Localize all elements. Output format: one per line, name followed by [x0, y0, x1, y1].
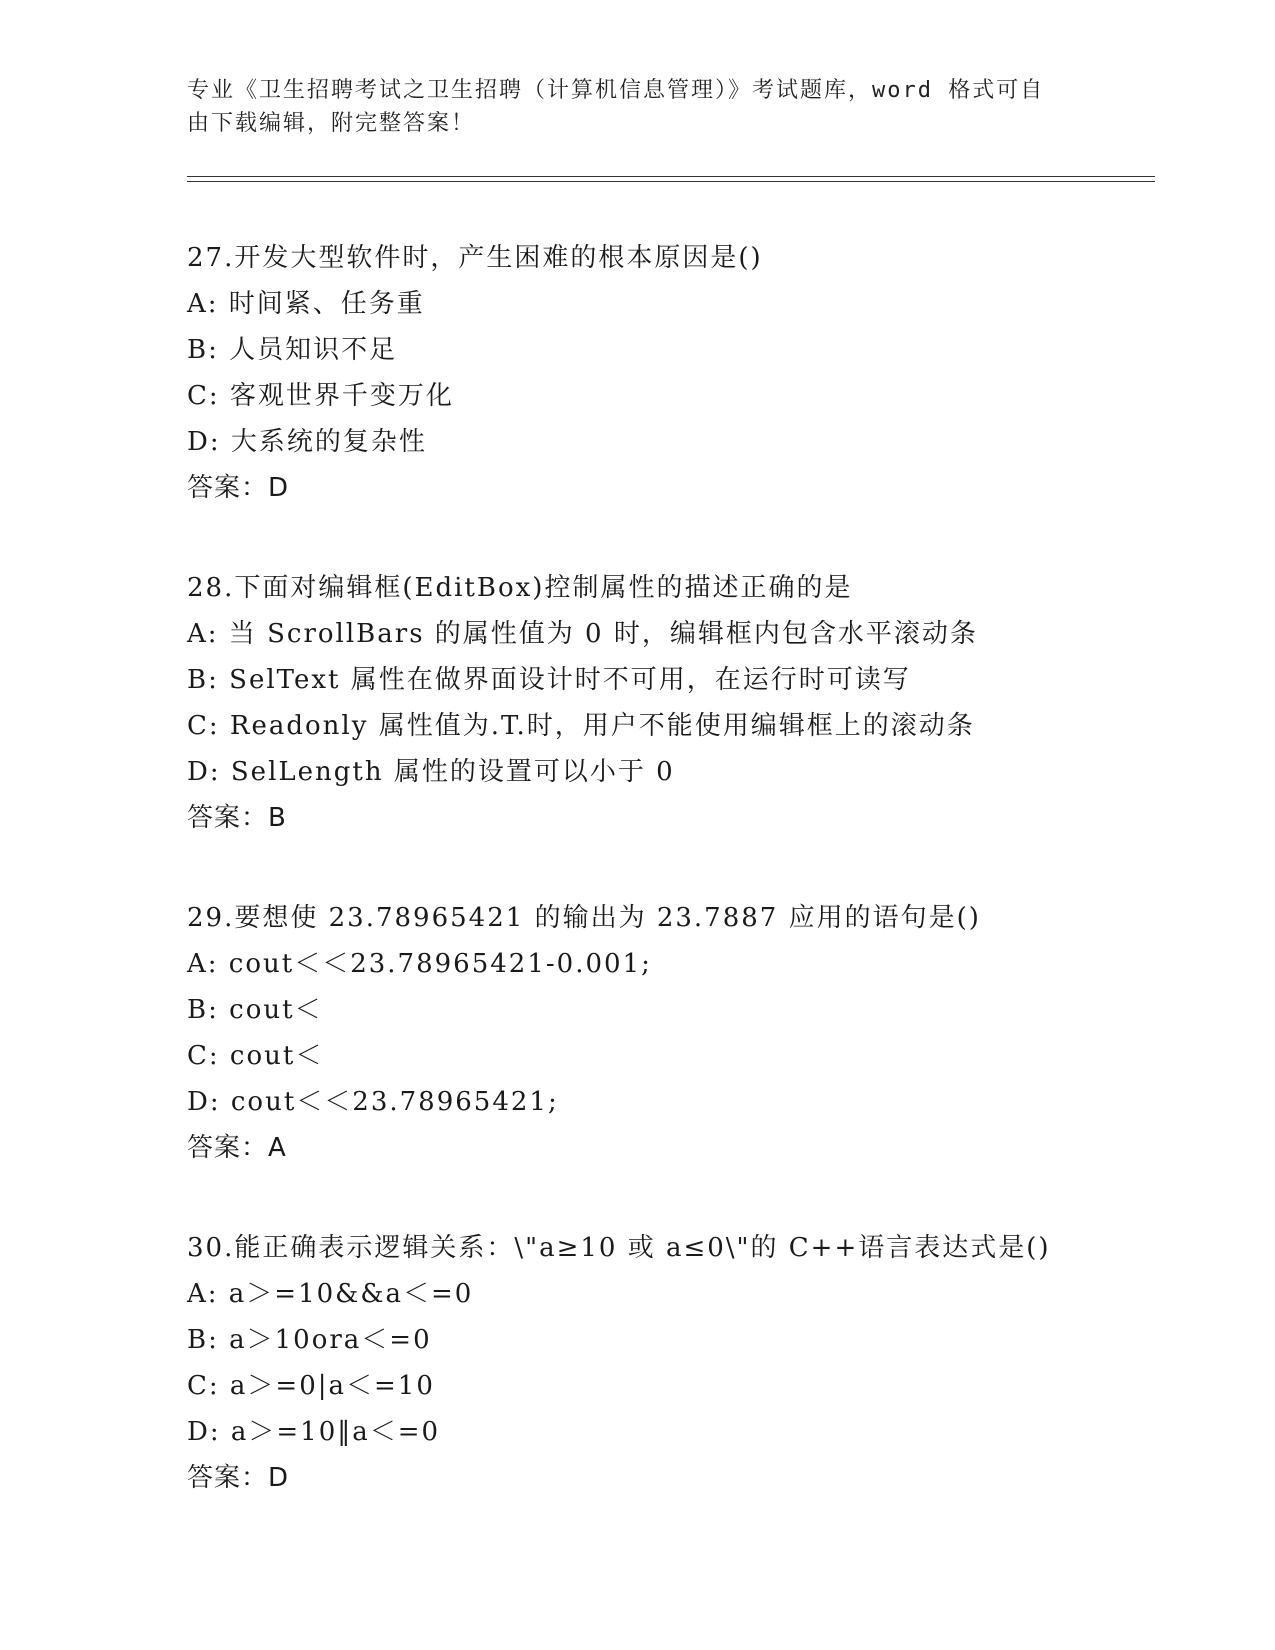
- question-stem: 28.下面对编辑框(EditBox)控制属性的描述正确的是: [187, 573, 853, 603]
- question-stem: 29.要想使 23.78965421 的输出为 23.7887 应用的语句是(): [187, 903, 981, 933]
- question-list: [187, 235, 1147, 1555]
- option-c: C: a＞=0|a＜=10: [187, 1371, 435, 1401]
- answer: 答案：D: [187, 1463, 290, 1493]
- option-c: C: cout＜: [187, 1041, 324, 1071]
- option-b: B: 人员知识不足: [187, 335, 398, 365]
- option-a: A: 时间紧、任务重: [187, 289, 425, 319]
- header-line-2: 由下载编辑，附完整答案！: [187, 111, 476, 136]
- option-c: C: Readonly 属性值为.T.时，用户不能使用编辑框上的滚动条: [187, 711, 975, 741]
- answer: 答案：A: [187, 1133, 287, 1163]
- option-a: A: cout＜＜23.78965421-0.001;: [187, 949, 652, 979]
- option-c: C: 客观世界千变万化: [187, 381, 454, 411]
- option-b: B: a＞10ora＜=0: [187, 1325, 432, 1355]
- option-b: B: cout＜: [187, 995, 323, 1025]
- option-d: D: SelLength 属性的设置可以小于 0: [187, 757, 675, 787]
- question-29: [187, 895, 1147, 1171]
- header-divider-bottom: [187, 181, 1155, 182]
- question-30: [187, 1225, 1147, 1501]
- answer: 答案：D: [187, 473, 290, 503]
- question-28: [187, 565, 1147, 841]
- header-divider-top: [187, 176, 1155, 177]
- question-stem: 30.能正确表示逻辑关系：\"a≥10 或 a≤0\"的 C++语言表达式是(): [187, 1233, 1051, 1263]
- option-a: A: a＞=10&&a＜=0: [187, 1279, 474, 1309]
- header-line-1: 专业《卫生招聘考试之卫生招聘（计算机信息管理）》考试题库，word 格式可自: [187, 78, 1045, 103]
- answer: 答案：B: [187, 803, 287, 833]
- option-d: D: cout＜＜23.78965421;: [187, 1087, 559, 1117]
- option-d: D: 大系统的复杂性: [187, 427, 427, 457]
- question-27: [187, 235, 1147, 511]
- question-stem: 27.开发大型软件时，产生困难的根本原因是(): [187, 243, 763, 273]
- option-a: A: 当 ScrollBars 的属性值为 0 时，编辑框内包含水平滚动条: [187, 619, 978, 649]
- option-d: D: a＞=10‖a＜=0: [187, 1417, 441, 1447]
- document-header: [187, 74, 1067, 140]
- option-b: B: SelText 属性在做界面设计时不可用，在运行时可读写: [187, 665, 911, 695]
